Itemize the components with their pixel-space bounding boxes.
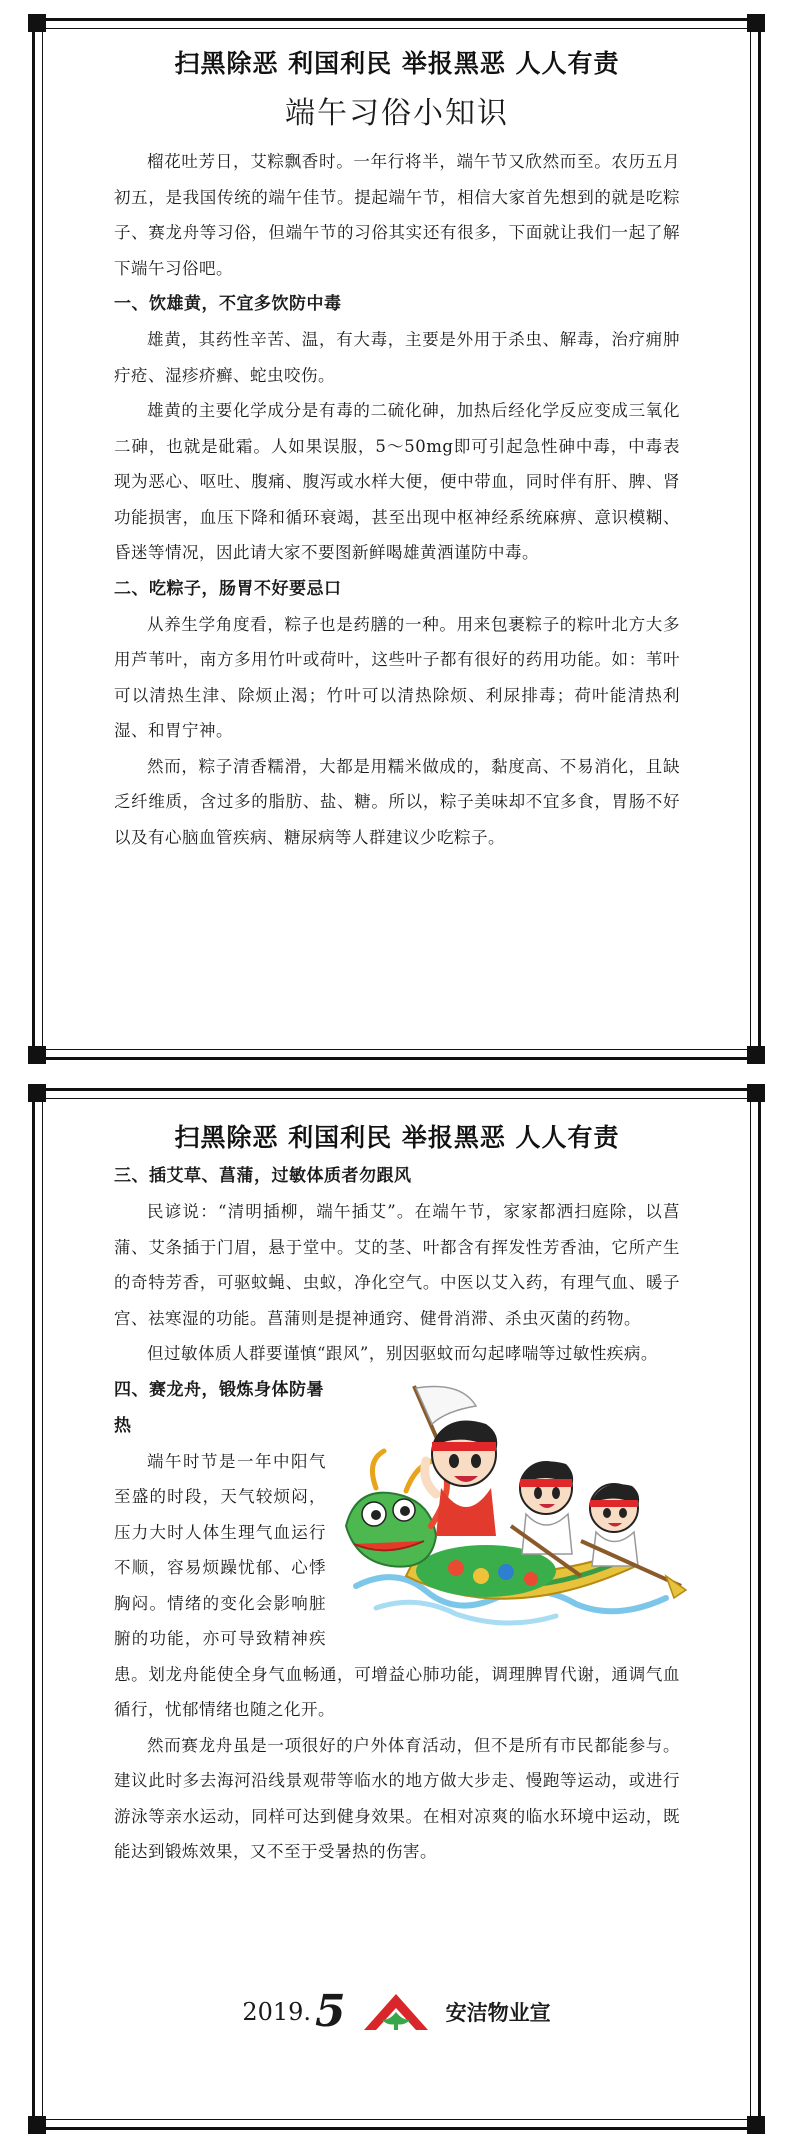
- page-one: [0, 0, 793, 1065]
- frame-corner: [28, 2116, 46, 2134]
- section-paragraph: 雄黄的主要化学成分是有毒的二硫化砷，加热后经化学反应变成三氧化二砷，也就是砒霜。人如果误服，5～50mg即可引起急性砷中毒，中毒表现为恶心、呕吐、腹痛、腹泻或水样大便，便中带血，同时伴有肝、脾、肾功能损害，血压下降和循环衰竭，甚至出现中枢神经系统麻痹、意识模糊、昏迷等情况，因此请大家不要图新鲜喝雄黄酒谨防中毒。: [114, 401, 680, 562]
- section-paragraph: 但过敏体质人群要谨慎“跟风”，别因驱蚊而勾起哮喘等过敏性疾病。: [147, 1344, 658, 1363]
- dragon-boat-illustration: [336, 1376, 688, 1634]
- frame-corner: [28, 14, 46, 32]
- section-paragraph: 从养生学角度看，粽子也是药膳的一种。用来包裹粽子的粽叶北方大多用芦苇叶，南方多用竹叶或荷叶，这些叶子都有很好的药用功能。如：苇叶可以清热生津、除烦止渴；竹叶可以清热除烦、利尿排毒；荷叶能清热利湿、和胃宁神。: [114, 614, 680, 740]
- section-four-block: [114, 1372, 680, 1728]
- slogan-banner: 扫黑除恶 利国利民 举报黑恶 人人有责: [174, 1123, 620, 1152]
- frame-corner: [747, 14, 765, 32]
- section-paragraph: 雄黄，其药性辛苦、温，有大毒，主要是外用于杀虫、解毒，治疗痈肿疔疮、湿疹疥癣、蛇虫咬伤。: [114, 330, 680, 385]
- page-one-content: [114, 44, 680, 855]
- section-heading: 一、饮雄黄，不宜多饮防中毒: [114, 294, 342, 314]
- section-paragraph: 然而赛龙舟虽是一项很好的户外体育活动，但不是所有市民都能参与。建议此时多去海河沿线景观带等临水的地方做大步走、慢跑等运动，或进行游泳等亲水运动，同样可达到健身效果。在相对凉爽的临水环境中运动，既能达到锻炼效果，又不至于受暑热的伤害。: [114, 1735, 680, 1861]
- document-title: 端午习俗小知识: [285, 96, 509, 131]
- frame-corner: [28, 1084, 46, 1102]
- footer-signature: [242, 1986, 550, 2037]
- frame-corner: [747, 1046, 765, 1064]
- footer-month: 5: [315, 1986, 346, 2037]
- frame-corner: [747, 2116, 765, 2134]
- frame-corner: [28, 1046, 46, 1064]
- section-heading: 二、吃粽子，肠胃不好要忌口: [114, 578, 342, 599]
- footer: [0, 1986, 793, 2046]
- section-heading: 四、赛龙舟，锻炼身体防暑热: [114, 1379, 324, 1436]
- footer-year: 2019.: [242, 1997, 312, 2026]
- company-logo-icon: [360, 1990, 432, 2034]
- page-two-content: [114, 1118, 680, 1870]
- slogan-banner: 扫黑除恶 利国利民 举报黑恶 人人有责: [174, 49, 620, 78]
- section-paragraph: 端午时节是一年中阳气至盛的时段，天气较烦闷，压力大时人体生理气血运行不顺，容易烦躁忧郁、心悸胸闷。情绪的变化会影响脏腑的功能，亦可导致精神疾患。划龙舟能使全身气血畅通，可增益心肺功能，调理脾胃代谢，通调气血循行，忧郁情绪也随之化开。: [114, 1451, 680, 1719]
- frame-corner: [747, 1084, 765, 1102]
- section-paragraph: 民谚说：“清明插柳，端午插艾”。在端午节，家家都洒扫庭除，以菖蒲、艾条插于门眉，悬于堂中。艾的茎、叶都含有挥发性芳香油，它所产生的奇特芳香，可驱蚊蝇、虫蚁，净化空气。中医以艾入药，有理气血、暖子宫、祛寒湿的功能。菖蒲则是提神通窍、健骨消滞、杀虫灭菌的药物。: [114, 1202, 680, 1328]
- section-paragraph: 然而，粽子清香糯滑，大都是用糯米做成的，黏度高、不易消化，且缺乏纤维质，含过多的脂肪、盐、糖。所以，粽子美味却不宜多食，胃肠不好以及有心脑血管疾病、糖尿病等人群建议少吃粽子。: [114, 756, 680, 847]
- company-name: 安洁物业宣: [445, 2000, 551, 2025]
- intro-paragraph: 榴花吐芳日，艾粽飘香时。一年行将半，端午节又欣然而至。农历五月初五，是我国传统的端午佳节。提起端午节，相信大家首先想到的就是吃粽子、赛龙舟等习俗，但端午节的习俗其实还有很多，下面就让我们一起了解下端午习俗吧。: [114, 152, 680, 278]
- page-two: [0, 1080, 793, 2144]
- section-heading: 三、插艾草、菖蒲，过敏体质者勿跟风: [114, 1166, 412, 1186]
